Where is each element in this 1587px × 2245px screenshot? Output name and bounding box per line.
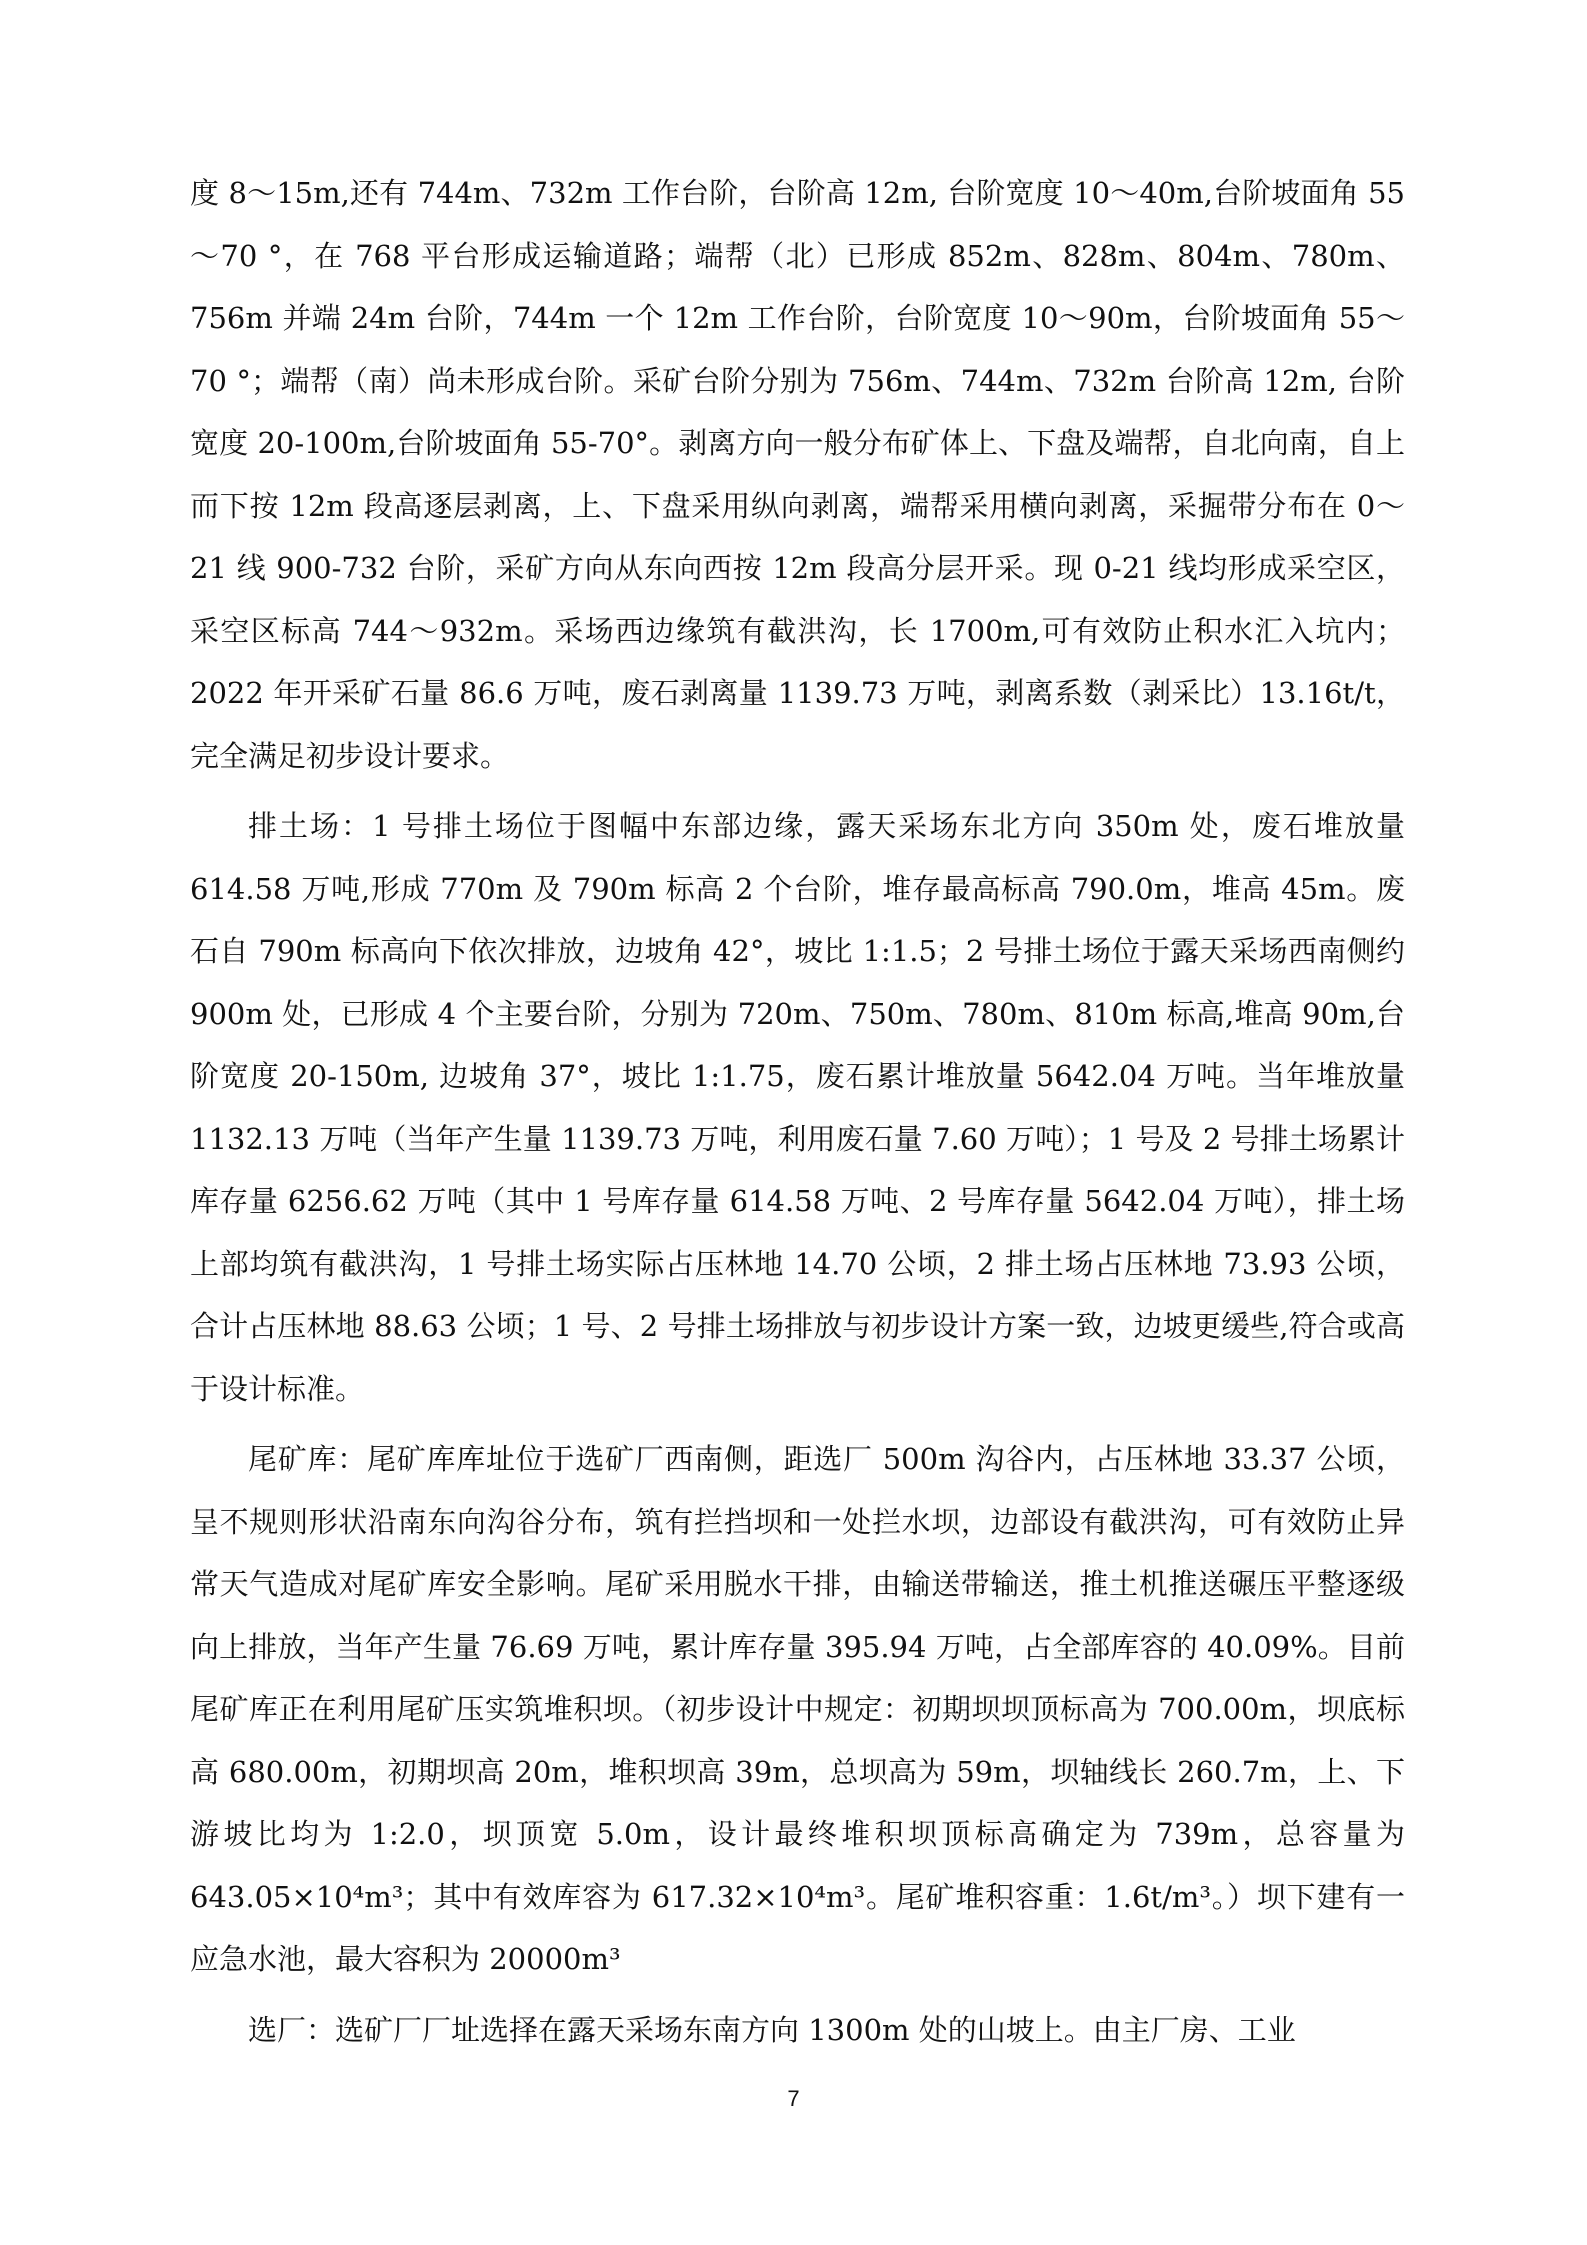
paragraph-tailings-pond: 尾矿库：尾矿库库址位于选矿厂西南侧，距选厂 500m 沟谷内，占压林地 33.37 公顷，呈不规则形状沿南东向沟谷分布，筑有拦挡坝和一处拦水坝，边部设有截洪沟，可有效防止异常天气造成对尾矿库安全影响。尾矿采用脱水干排，由输送带输送，推土机推送碾压平整逐级向上排放，当年产生量 76.69 万吨，累计库存量 395.94 万吨，占全部库容的 40.09%。目前尾矿库正在利用尾矿压实筑堆积坝。（初步设计中规定：初期坝坝顶标高为 700.00m，坝底标高 680.00m，初期坝高 20m，堆积坝高 39m，总坝高为 59m，坝轴线长 260.7m，上、下游坡比均为 1:2.0，坝顶宽 5.0m，设计最终堆积坝顶标高确定为 739m，总容量为 643.05×10⁴m³；其中有效库容为 617.32×10⁴m³。尾矿堆积容重：1.6t/m³。）坝下建有一应急水池，最大容积为 20000m³ xyxy=(190,1442,1405,1976)
page-number: 7 xyxy=(787,2086,800,2111)
paragraph-dump-site: 排土场：1 号排土场位于图幅中东部边缘，露天采场东北方向 350m 处，废石堆放量 614.58 万吨,形成 770m 及 790m 标高 2 个台阶，堆存最高标高 790.0m，堆高 45m。废石自 790m 标高向下依次排放，边坡角 42°，坡比 1:1.5；2 号排土场位于露天采场西南侧约 900m 处，已形成 4 个主要台阶，分别为 720m、750m、780m、810m 标高,堆高 90m,台阶宽度 20-150m, 边坡角 37°，坡比 1:1.75，废石累计堆放量 5642.04 万吨。当年堆放量 1132.13 万吨（当年产生量 1139.73 万吨，利用废石量 7.60 万吨）；1 号及 2 号排土场累计库存量 6256.62 万吨（其中 1 号库存量 614.58 万吨、2 号库存量 5642.04 万吨），排土场上部均筑有截洪沟，1 号排土场实际占压林地 14.70 公顷，2 排土场占压林地 73.93 公顷，合计占压林地 88.63 公顷；1 号、2 号排土场排放与初步设计方案一致，边坡更缓些,符合或高于设计标准。 xyxy=(190,809,1405,1406)
body-text xyxy=(190,162,1405,2069)
paragraph-concentrator: 选厂：选矿厂厂址选择在露天采场东南方向 1300m 处的山坡上。由主厂房、工业 xyxy=(248,2012,1296,2047)
paragraph-stope-continued: 度 8～15m,还有 744m、732m 工作台阶，台阶高 12m, 台阶宽度 10～40m,台阶坡面角 55～70 °，在 768 平台形成运输道路；端帮（北）已形成 852m、828m、804m、780m、756m 并端 24m 台阶，744m 一个 12m 工作台阶，台阶宽度 10～90m，台阶坡面角 55～70 °；端帮（南）尚未形成台阶。采矿台阶分别为 756m、744m、732m 台阶高 12m, 台阶宽度 20-100m,台阶坡面角 55-70°。剥离方向一般分布矿体上、下盘及端帮，自北向南，自上而下按 12m 段高逐层剥离，上、下盘采用纵向剥离，端帮采用横向剥离，采掘带分布在 0～21 线 900-732 台阶，采矿方向从东向西按 12m 段高分层开采。现 0-21 线均形成采空区，采空区标高 744～932m。采场西边缘筑有截洪沟，长 1700m,可有效防止积水汇入坑内；2022 年开采矿石量 86.6 万吨，废石剥离量 1139.73 万吨，剥离系数（剥采比）13.16t/t，完全满足初步设计要求。 xyxy=(190,176,1405,773)
